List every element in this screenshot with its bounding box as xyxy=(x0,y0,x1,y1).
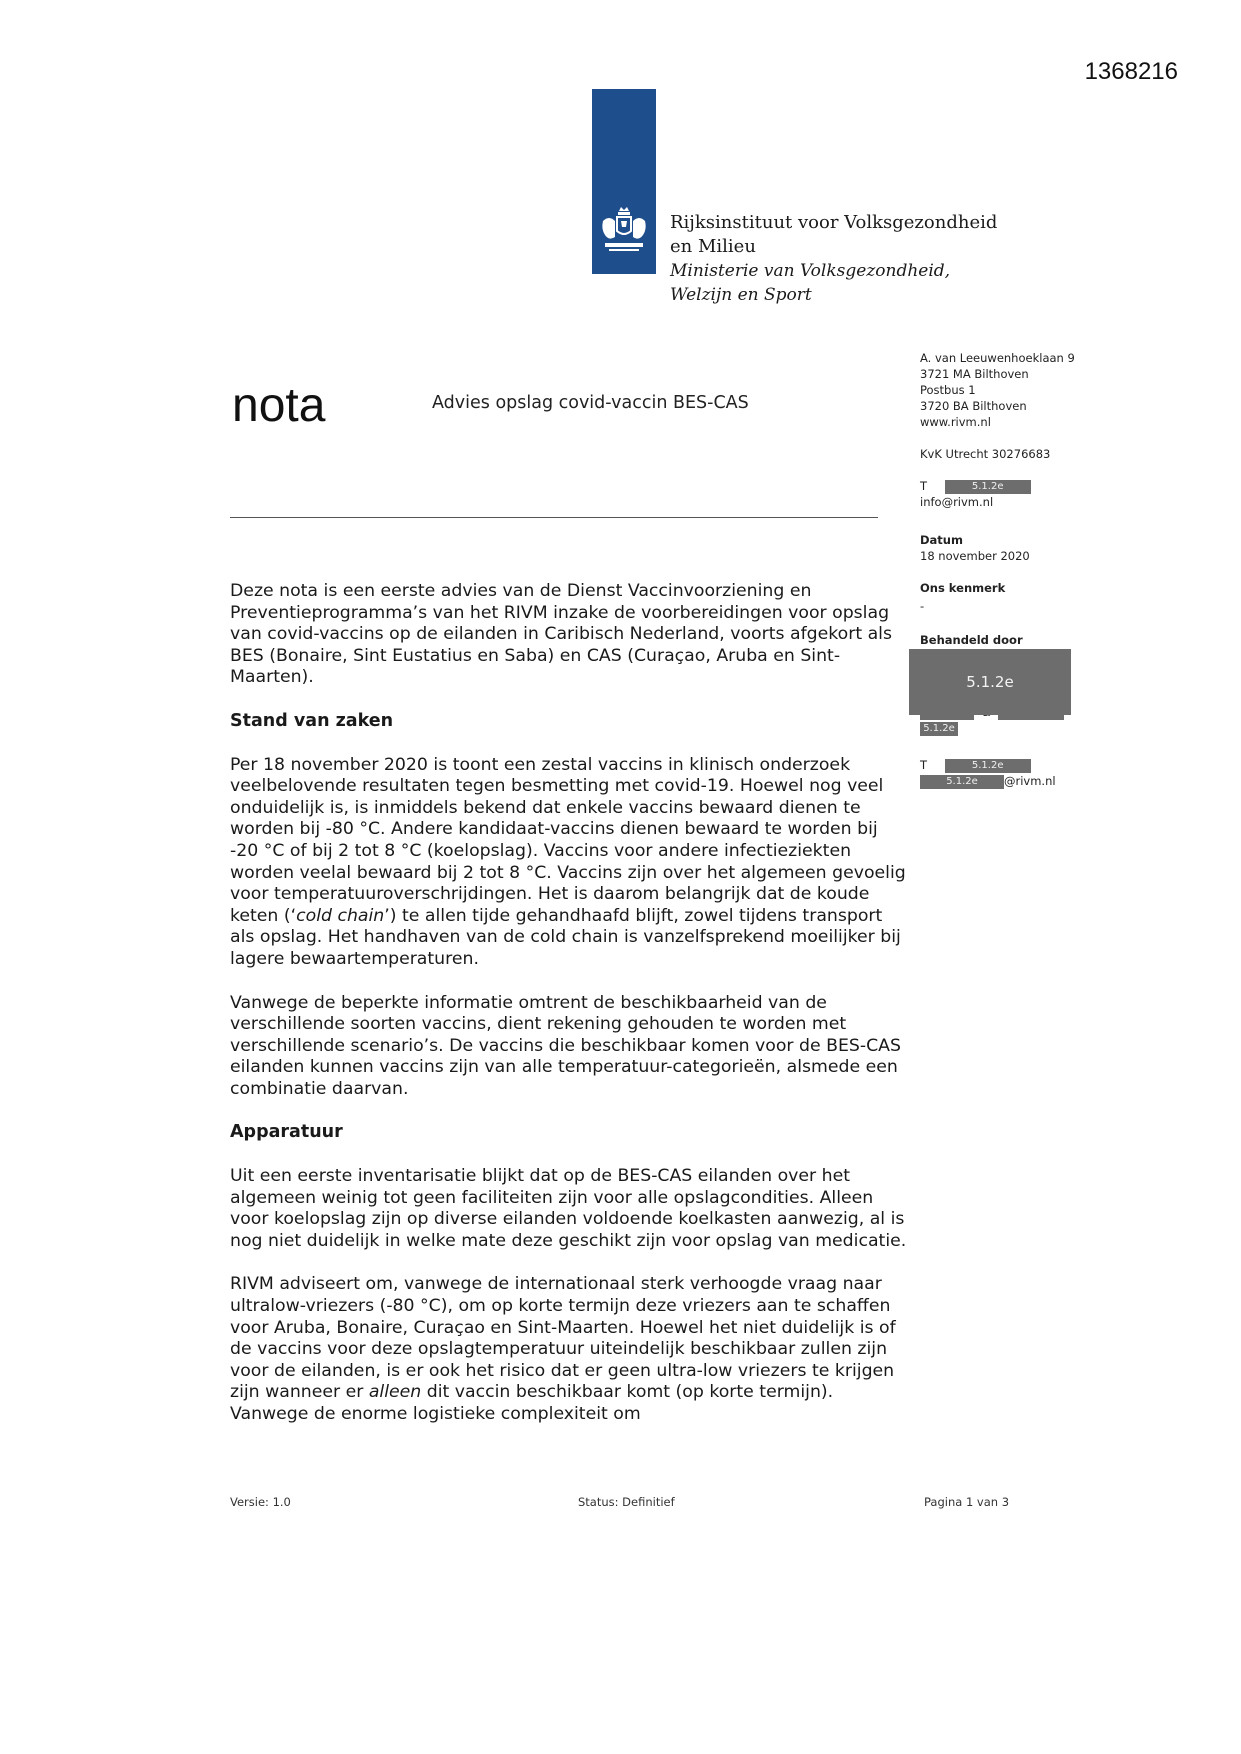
footer-status: Status: Definitief xyxy=(578,1495,675,1509)
advice-text-emphasis: alleen xyxy=(368,1382,422,1403)
redacted-handler: 5.1.2e xyxy=(909,649,1071,715)
advice-text-part-2: dit vaccin beschikbaar komt (op korte termijn). Vanwege de enorme logistieke complexiteit om xyxy=(230,1382,834,1424)
rijksoverheid-logo xyxy=(592,89,656,274)
kenmerk-block xyxy=(920,580,1005,614)
website-link[interactable]: www.rivm.nl xyxy=(920,415,991,429)
organisation-name xyxy=(670,211,997,307)
kenmerk-label: Ons kenmerk xyxy=(920,581,1006,595)
datum-value: 18 november 2020 xyxy=(920,549,1030,563)
advice-text-part-1: RIVM adviseert om, vanwege de internationaal sterk verhoogde vraag naar ultralow-vriezers (-80 °C), om op korte termijn deze vriezers aan te schaffen voor Aruba, Bonaire, Curaçao en Sint-Maarten. Hoewel het niet duidelijk is of de vaccins voor deze opslagtemperatuur uiteindelijk beschikbaar zullen zijn voor de eilanden, is er ook het risico dat er geen ultra-low vriezers te krijgen zijn wanneer er xyxy=(230,1274,896,1403)
kenmerk-value: - xyxy=(920,599,925,613)
heading-apparatuur: Apparatuur xyxy=(230,1122,343,1143)
info-email[interactable]: info@rivm.nl xyxy=(920,495,994,509)
redacted-contact-phone: 5.1.2e xyxy=(945,759,1031,773)
address-line: 3721 MA Bilthoven xyxy=(920,367,1029,381)
redacted-contact-email: 5.1.2e xyxy=(920,775,1004,789)
org-line-1: Rijksinstituut voor Volksgezondheid xyxy=(670,212,998,233)
contact-phone-label: T xyxy=(920,758,928,772)
advice-paragraph xyxy=(230,1274,910,1425)
scenario-paragraph: Vanwege de beperkte informatie omtrent de beschikbaarheid van de verschillende soorten vaccins, dient rekening gehouden te worden met verschillende scenario’s. De vaccins die beschikbaar komen voor de BES-CAS eilanden kunnen vaccins zijn van alle temperatuur-categorieën, alsmede een combinatie daarvan. xyxy=(230,992,901,1099)
phone-row xyxy=(920,478,1031,494)
redacted-phone: 5.1.2e xyxy=(945,480,1031,494)
body-text xyxy=(230,581,910,1448)
address-line: A. van Leeuwenhoeklaan 9 xyxy=(920,351,1075,365)
address-line: Postbus 1 xyxy=(920,383,976,397)
datum-label: Datum xyxy=(920,533,963,547)
footer-page-number: Pagina 1 van 3 xyxy=(924,1495,1010,1509)
status-text-part-1: Per 18 november 2020 is toont een zestal vaccins in klinisch onderzoek veelbelovende resultaten tegen besmetting met covid-19. Hoewel nog veel onduidelijk is, is inmiddels bekend dat enkele vaccins bewaard dienen te worden bij -80 °C. Andere kandidaat-vaccins dienen bewaard te worden bij -20 °C of bij 2 tot 8 °C (koelopslag). Vaccins voor andere infectieziekten worden veelal bewaard bij 2 tot 8 °C. Vaccins zijn over het algemeen gevoelig voor temperatuuroverschrijdingen. Het is daarom belangrijk dat de koude keten (‘ xyxy=(230,754,906,926)
document-subject: Advies opslag covid-vaccin BES-CAS xyxy=(432,393,749,413)
contact-email-suffix[interactable]: @rivm.nl xyxy=(1004,774,1056,788)
contact-email-row xyxy=(920,773,1056,789)
behandeld-label xyxy=(920,632,1023,648)
header-divider xyxy=(230,517,878,518)
contact-phone-row xyxy=(920,757,1031,773)
coat-of-arms-icon xyxy=(599,207,649,255)
ministry-line-2: Welzijn en Sport xyxy=(670,285,812,305)
address-line: 3720 BA Bilthoven xyxy=(920,399,1027,413)
document-title: nota xyxy=(232,379,326,432)
ministry-line-1: Ministerie van Volksgezondheid, xyxy=(670,261,951,281)
redacted-name: 5.1.2e xyxy=(920,722,958,736)
status-paragraph xyxy=(230,755,910,971)
datum-block xyxy=(920,532,1030,564)
org-line-2: en Milieu xyxy=(670,236,756,257)
kvk-number: KvK Utrecht 30276683 xyxy=(920,447,1051,461)
behandeld-label-text: Behandeld door xyxy=(920,633,1023,647)
document-id: 1368216 xyxy=(1084,58,1178,85)
heading-stand-van-zaken: Stand van zaken xyxy=(230,710,394,731)
intro-paragraph: Deze nota is een eerste advies van de Dienst Vaccinvoorziening en Preventieprogramma’s van het RIVM inzake de voorbereidingen voor opslag van covid-vaccins op de eilanden in Caribisch Nederland, voorts afgekort als BES (Bonaire, Sint Eustatius en Saba) en CAS (Curaçao, Aruba en Sint-Maarten). xyxy=(230,581,892,688)
address-block xyxy=(920,350,1075,430)
phone-label: T xyxy=(920,479,928,493)
status-text-emphasis: cold chain xyxy=(296,905,385,926)
footer-version: Versie: 1.0 xyxy=(230,1495,291,1509)
equipment-paragraph: Uit een eerste inventarisatie blijkt dat op de BES-CAS eilanden over het algemeen weinig tot geen faciliteiten zijn voor alle opslagcondities. Alleen voor koelopslag zijn op diverse eilanden voldoende koelkasten aanwezig, al is nog niet duidelijk in welke mate deze geschikt zijn voor opslag van medicatie. xyxy=(230,1166,907,1251)
redacted-name-row-2 xyxy=(920,720,958,736)
status-text-part-2: ’) te allen tijde gehandhaafd blijft, zowel tijdens transport als opslag. Het handhaven van de cold chain is vanzelfsprekend moeilijker bij lagere bewaartemperaturen. xyxy=(230,905,901,969)
